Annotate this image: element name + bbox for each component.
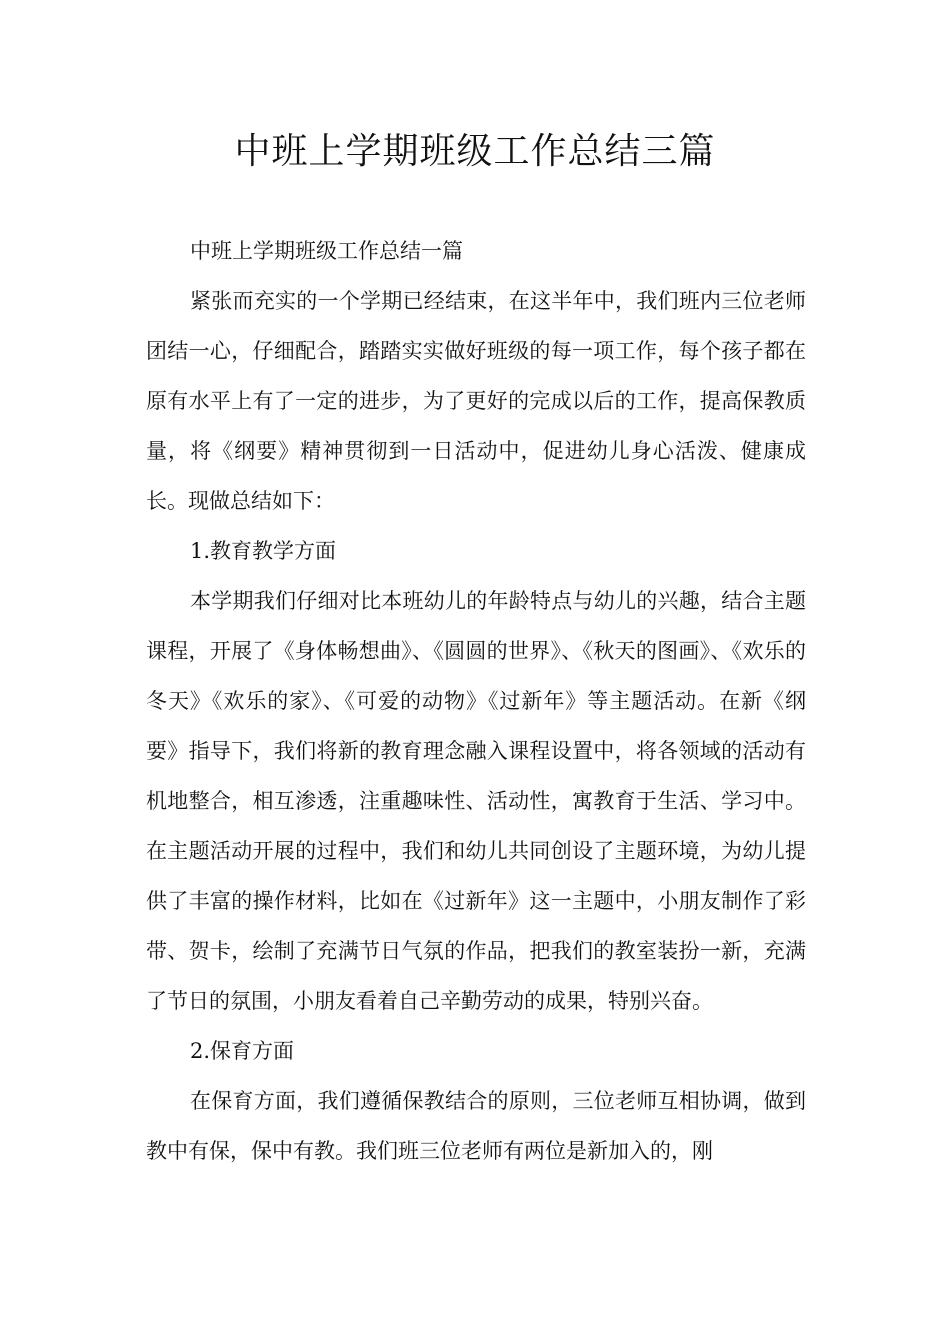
education-paragraph: 本学期我们仔细对比本班幼儿的年龄特点与幼儿的兴趣，结合主题课程，开展了《身体畅想曲》、《圆圆的世界》、《秋天的图画》、《欢乐的冬天》《欢乐的家》、《可爱的动物》《过新年》等主题活动。在新《纲要》指导下，我们将新的教育理念融入课程设置中，将各领域的活动有机地整合，相互渗透，注重趣味性、活动性，寓教育于生活、学习中。在主题活动开展的过程中，我们和幼儿共同创设了主题环境，为幼儿提供了丰富的操作材料，比如在《过新年》这一主题中，小朋友制作了彩带、贺卡，绘制了充满节日气氛的作品，把我们的教室装扮一新，充满了节日的氛围，小朋友看着自己辛勤劳动的成果，特别兴奋。 — [146, 589, 806, 1013]
intro-paragraph: 紧张而充实的一个学期已经结束，在这半年中，我们班内三位老师团结一心，仔细配合，踏踏实实做好班级的每一项工作，每个孩子都在原有水平上有了一定的进步，为了更好的完成以后的工作，提高保教质量，将《纲要》精神贯彻到一日活动中，促进幼儿身心活泼、健康成长。现做总结如下： — [146, 289, 806, 513]
care-paragraph: 在保育方面，我们遵循保教结合的原则，三位老师互相协调，做到教中有保，保中有教。我们班三位老师有两位是新加入的，刚 — [146, 1089, 806, 1163]
document-body — [146, 226, 806, 1176]
subheading-care: 2.保育方面 — [190, 1039, 295, 1063]
section-heading-1: 中班上学期班级工作总结一篇 — [190, 239, 463, 263]
document-title: 中班上学期班级工作总结三篇 — [234, 131, 716, 172]
subheading-education: 1.教育教学方面 — [190, 539, 337, 563]
